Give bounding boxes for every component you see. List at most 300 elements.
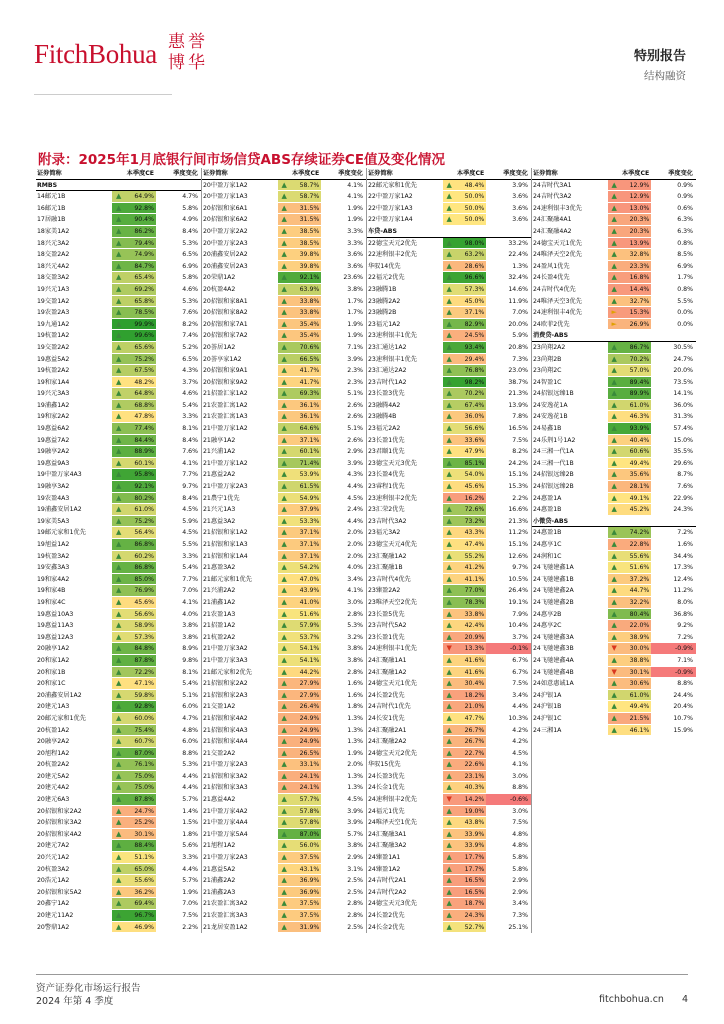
ce-value-text: 54.0% (464, 471, 485, 479)
quarterly-change: 3.3% (182, 854, 198, 862)
security-name: 19和家2A2 (37, 413, 70, 421)
security-name: 23融腾1B (368, 285, 397, 293)
quarterly-change: 3.7% (182, 378, 198, 386)
ce-value (443, 725, 487, 736)
security-name: 24长盈3优先 (368, 772, 405, 780)
table-row (367, 725, 531, 737)
table-row (202, 214, 366, 226)
ce-value-text: 42.4% (464, 622, 485, 630)
security-name: 21浦鑫1A2 (203, 598, 236, 606)
table-row (367, 898, 531, 910)
table-row (202, 400, 366, 412)
ce-value-text: 44.2% (299, 668, 320, 676)
ce-value-text: 76.9% (134, 587, 154, 595)
security-name: 21招银和家3A3 (203, 784, 248, 792)
ce-value-text: 12.9% (629, 193, 650, 201)
ce-value-text: 57.8% (299, 807, 320, 815)
quarterly-change: 4.3% (347, 471, 363, 479)
ce-value (112, 330, 156, 341)
quarterly-change: 6.9% (677, 262, 693, 270)
quarterly-change: 0.8% (677, 239, 693, 247)
ce-value (112, 226, 156, 237)
table-row (36, 493, 201, 505)
ce-value-text: 38.5% (299, 239, 320, 247)
ce-value-text: 69.3% (299, 390, 320, 398)
quarterly-change: -0.1% (486, 643, 531, 654)
arrow-up-icon: ▲ (611, 586, 617, 595)
table-row (36, 261, 201, 273)
security-name: 20荟享家1A2 (203, 355, 242, 363)
table-row (202, 771, 366, 783)
ce-value (112, 261, 156, 272)
table-row (36, 748, 201, 760)
ce-value-text: 48.4% (464, 181, 485, 189)
ce-value-text: 51.6% (299, 610, 320, 618)
section-header (367, 226, 531, 238)
table-header (202, 168, 366, 180)
ce-value-text: 60.6% (629, 448, 650, 456)
security-name: 22中盈万家1A4 (368, 216, 413, 224)
ce-value (278, 191, 322, 202)
quarterly-change: 5.3% (182, 239, 198, 247)
security-name: 20招银和家8A1 (203, 297, 248, 305)
security-name: 24速利银丰4优先 (533, 309, 582, 317)
arrow-up-icon: ▲ (116, 447, 122, 456)
arrow-up-icon: ▲ (446, 760, 452, 769)
ce-value (608, 493, 652, 504)
quarterly-change: 8.4% (182, 494, 198, 502)
ce-value-text: 65.0% (134, 865, 154, 873)
header-name: 证券简称 (533, 170, 558, 177)
table-row (367, 191, 531, 203)
arrow-up-icon: ▲ (446, 783, 452, 792)
quarterly-change: 19.1% (508, 598, 528, 606)
ce-value-text: 80.2% (134, 494, 154, 502)
table-row (36, 307, 201, 319)
quarterly-change: 1.3% (512, 262, 528, 270)
table-row (36, 585, 201, 597)
quarterly-change: 8.1% (182, 425, 198, 433)
quarterly-change: 4.8% (512, 842, 528, 850)
table-row (532, 574, 696, 586)
arrow-up-icon: ▲ (611, 655, 617, 664)
ce-value-text: 53.7% (299, 633, 320, 641)
quarterly-change: 4.7% (182, 193, 198, 201)
table-row (202, 516, 366, 528)
quarterly-change: 3.0% (512, 772, 528, 780)
ce-value (443, 771, 487, 782)
quarterly-change: 3.6% (512, 193, 528, 201)
arrow-up-icon: ▲ (116, 748, 122, 757)
ce-value-text: 33.1% (299, 761, 320, 769)
ce-value (278, 562, 322, 573)
table-row (532, 725, 696, 737)
security-name: 21融享1A2 (203, 436, 236, 444)
ce-value (278, 388, 322, 399)
quarterly-change: 5.3% (182, 297, 198, 305)
arrow-up-icon: ▲ (446, 516, 452, 525)
ce-value (443, 748, 487, 759)
security-name: 20荣鼎1A2 (203, 274, 236, 282)
ce-value-text: 15.3% (629, 309, 650, 317)
security-name: 21兴浦1A2 (203, 448, 236, 456)
arrow-up-icon: ▲ (281, 667, 287, 676)
arrow-up-icon: ▲ (116, 540, 122, 548)
table-row (367, 748, 531, 760)
quarterly-change: 7.2% (677, 633, 693, 641)
ce-value (278, 446, 322, 457)
table-row (202, 632, 366, 644)
security-name: 19旭益1A2 (37, 541, 70, 548)
security-name: 24汇聚融2A2 (368, 738, 407, 746)
ce-value-text: 55.2% (464, 552, 485, 560)
ce-value (608, 180, 652, 191)
quarterly-change: 10.4% (508, 622, 528, 630)
security-name: 20杭盈3A2 (37, 865, 70, 873)
ce-value (443, 690, 487, 701)
table-row (202, 504, 366, 516)
ce-value (443, 713, 487, 724)
ce-value-text: 27.9% (299, 691, 320, 699)
ce-value (443, 516, 487, 527)
quarterly-change: 11.2% (508, 529, 528, 537)
ce-value-text: 24.1% (299, 772, 320, 780)
ce-value (608, 481, 652, 492)
arrow-up-icon: ▲ (281, 899, 287, 908)
quarterly-change: 5.1% (347, 390, 363, 398)
table-row (532, 191, 696, 203)
arrow-up-icon: ▲ (281, 342, 287, 351)
table-row (202, 643, 366, 655)
security-name: 21龙居安盈1A2 (203, 923, 248, 931)
table-row (367, 667, 531, 679)
ce-value-text: 26.4% (299, 703, 320, 711)
quarterly-change: 24.3% (673, 506, 693, 514)
arrow-up-icon: ▲ (446, 551, 452, 560)
ce-value (112, 898, 156, 909)
ce-value-text: 32.2% (629, 598, 650, 606)
security-name: 20中盈万家2A3 (203, 239, 248, 247)
security-name: 24长金1优先 (368, 784, 405, 792)
quarterly-change: 25.1% (508, 923, 528, 931)
ce-value-text: 54.1% (299, 656, 320, 664)
table-row (532, 551, 696, 563)
arrow-up-icon: ▲ (281, 632, 287, 641)
security-name: 23吉时代4优先 (368, 575, 411, 583)
security-name: 20招银和家4A2 (37, 830, 82, 838)
table-row (36, 574, 201, 586)
ce-value-text: 54.9% (299, 494, 320, 502)
table-row (36, 319, 201, 331)
quarterly-change: 35.5% (673, 448, 693, 456)
ce-value (608, 504, 652, 515)
table-row (36, 411, 201, 423)
table-row (202, 493, 366, 505)
ce-value (443, 875, 487, 886)
table-row (532, 203, 696, 215)
security-name: 20建元7A2 (37, 842, 70, 850)
arrow-up-icon: ▲ (281, 319, 287, 328)
arrow-up-icon: ▲ (281, 226, 287, 235)
table-row (202, 203, 366, 215)
security-name: 24惠盈1A (533, 494, 562, 502)
arrow-up-icon: ▲ (446, 215, 452, 224)
security-name: 23君颐1优先 (368, 448, 405, 456)
ce-value (608, 469, 652, 480)
security-name: 24润和1C (533, 552, 562, 560)
arrow-up-icon: ▲ (116, 574, 122, 583)
arrow-up-icon: ▲ (116, 725, 122, 734)
ce-value (112, 748, 156, 759)
security-name: 24招银远臻1B (533, 390, 574, 398)
security-name: 19惠益5A2 (37, 355, 70, 363)
quarterly-change: 8.0% (677, 598, 693, 606)
quarterly-change: 5.8% (182, 204, 198, 212)
arrow-up-icon: ▲ (116, 876, 122, 885)
arrow-up-icon: ▲ (281, 655, 287, 664)
quarterly-change: 6.5% (182, 251, 198, 259)
ce-value-text: 86.2% (134, 227, 154, 235)
ce-value (443, 736, 487, 747)
ce-value-text: 33.8% (299, 297, 320, 305)
table-row (36, 655, 201, 667)
security-name: 21浦鑫2A3 (203, 888, 236, 896)
security-name: 20中盈万家1A2 (203, 181, 248, 189)
ce-value-text: 37.5% (299, 900, 320, 908)
security-name: 21招盈汇家1A2 (203, 390, 248, 398)
arrow-up-icon: ▲ (116, 215, 122, 224)
table-row (202, 922, 366, 934)
ce-value (112, 423, 156, 434)
quarterly-change: 3.6% (347, 251, 363, 259)
ce-value-text: 32.7% (629, 297, 650, 305)
quarterly-change: 4.5% (512, 749, 528, 757)
security-name: 24汇聚融2A1 (368, 726, 407, 734)
ce-value-text: 45.6% (464, 483, 485, 491)
security-name: 21中盈万家5A4 (203, 830, 248, 838)
security-name: 21招银和家1A2 (203, 529, 248, 537)
table-row (532, 701, 696, 713)
arrow-up-icon: ▲ (116, 864, 122, 873)
quarterly-change: 0.0% (677, 320, 693, 328)
ce-value-text: 67.4% (464, 401, 485, 409)
arrow-up-icon: ▲ (611, 621, 617, 630)
ce-value-text: 92.8% (134, 204, 154, 212)
arrow-up-icon: ▲ (611, 458, 617, 467)
arrow-up-icon: ▲ (116, 644, 122, 653)
table-row (36, 481, 201, 493)
table-row (367, 365, 531, 377)
security-name: 23吉时代1A2 (368, 378, 407, 386)
security-name: 19惠益6A2 (37, 425, 70, 433)
ce-value-text: 45.2% (629, 506, 650, 514)
quarterly-change: 3.3% (347, 239, 363, 247)
arrow-up-icon: ▲ (611, 679, 617, 688)
table-row (367, 284, 531, 296)
table-row (36, 342, 201, 354)
security-name: 23速利银丰1优先 (368, 332, 417, 340)
arrow-up-icon: ▲ (446, 261, 452, 270)
ce-value-text: 86.8% (134, 564, 154, 572)
ce-value-text: 47.9% (464, 448, 485, 456)
table-row (36, 898, 201, 910)
quarterly-change: 73.5% (673, 378, 693, 386)
quarterly-change: 9.8% (182, 656, 198, 664)
table-row (532, 632, 696, 644)
ce-value (278, 423, 322, 434)
arrow-up-icon: ▲ (281, 192, 287, 201)
ce-value (112, 922, 156, 933)
quarterly-change: 17.3% (673, 564, 693, 572)
arrow-up-icon: ▲ (116, 482, 122, 491)
quarterly-change: 2.8% (347, 912, 363, 919)
arrow-up-icon: ▲ (281, 482, 287, 491)
security-name: 20旭程1A2 (37, 749, 70, 757)
section-label: 小微贷-ABS (533, 517, 569, 525)
ce-value-text: 70.2% (464, 390, 485, 398)
ce-value-text: 22.0% (629, 622, 650, 630)
ce-value-text: 45.0% (464, 297, 485, 305)
table-row (36, 377, 201, 389)
ce-value-text: 35.6% (629, 471, 650, 479)
security-name: 22速利银丰2优先 (368, 251, 417, 259)
ce-value-text: 37.5% (299, 912, 320, 919)
ce-value-text: 57.7% (299, 796, 320, 804)
quarterly-change: 5.7% (182, 796, 198, 804)
table-row (367, 551, 531, 563)
arrow-up-icon: ▲ (116, 331, 122, 340)
arrow-up-icon: ▲ (116, 400, 122, 409)
ce-value (278, 748, 322, 759)
table-row (532, 481, 696, 493)
arrow-up-icon: ▲ (116, 273, 122, 282)
arrow-up-icon: ▲ (446, 482, 452, 491)
security-name: 20融享1A2 (37, 645, 70, 653)
ce-value (278, 261, 322, 272)
security-name: 20兴元1A2 (37, 854, 70, 862)
security-name: 20招银和家2A2 (37, 807, 82, 815)
security-name: 华驭14优先 (368, 262, 401, 270)
table-row (202, 574, 366, 586)
arrow-up-icon: ▲ (281, 377, 287, 386)
arrow-up-icon: ▲ (446, 887, 452, 896)
security-name: 21农盈1A3 (203, 610, 236, 618)
arrow-up-icon: ▲ (116, 505, 122, 514)
table-row (202, 435, 366, 447)
quarterly-change: 6.7% (512, 656, 528, 664)
security-name: 22福元2优先 (368, 274, 405, 282)
arrow-up-icon: ▲ (611, 574, 617, 583)
ce-value-text: 46.3% (629, 413, 650, 421)
quarterly-change: 5.6% (182, 842, 198, 850)
arrow-up-icon: ▲ (446, 366, 452, 375)
ce-value-text: 20.3% (629, 216, 650, 224)
table-row (532, 249, 696, 261)
ce-value (443, 446, 487, 457)
arrow-up-icon: ▲ (281, 412, 287, 421)
quarterly-change: 12.4% (673, 575, 693, 583)
ce-value (112, 609, 156, 620)
table-row (36, 238, 201, 250)
section-header (532, 516, 696, 528)
table-row (36, 667, 201, 679)
arrow-up-icon: ▲ (281, 250, 287, 259)
arrow-up-icon: ▲ (611, 203, 617, 212)
security-name: 21中盈万家1A2 (203, 459, 248, 467)
ce-value (608, 690, 652, 701)
security-name: 23汇通达2A2 (368, 367, 407, 375)
quarterly-change: 6.3% (677, 227, 693, 235)
security-name: 20建元5A2 (37, 772, 70, 780)
arrow-up-icon: ▲ (611, 435, 617, 444)
table-row (36, 922, 201, 934)
ce-value (443, 481, 487, 492)
quarterly-change: 7.1% (677, 656, 693, 664)
arrow-up-icon: ▲ (116, 911, 122, 919)
quarterly-change: 1.8% (182, 830, 198, 838)
security-name: 23睿程1优先 (368, 483, 405, 491)
security-name: 19杭盈3A2 (37, 552, 70, 560)
header-ce: 本季度CE (291, 170, 320, 177)
ce-value-text: 41.7% (299, 367, 320, 375)
ce-value (278, 806, 322, 817)
quarterly-change: 1.9% (347, 216, 363, 224)
ce-value-text: 23.3% (629, 262, 650, 270)
quarterly-change: 3.3% (182, 552, 198, 560)
ce-value (443, 180, 487, 191)
footer-right (581, 994, 688, 1005)
ce-value (112, 864, 156, 875)
ce-value (443, 423, 487, 434)
table-row (532, 238, 696, 250)
security-name: 21招银和家3A2 (203, 772, 248, 780)
ce-value (443, 284, 487, 295)
quarterly-change: 1.7% (347, 309, 363, 317)
table-column (36, 168, 201, 933)
ce-value-text: 75.4% (134, 726, 154, 734)
ce-value-text: 85.1% (464, 459, 485, 467)
arrow-up-icon: ▲ (116, 424, 122, 433)
table-row (202, 330, 366, 342)
table-row (202, 261, 366, 273)
ce-value-text: 47.7% (464, 714, 485, 722)
ce-value-text: 46.9% (134, 923, 154, 931)
ce-value-text: 46.1% (629, 726, 650, 734)
arrow-up-icon: ▲ (446, 876, 452, 885)
arrow-up-icon: ▲ (446, 308, 452, 317)
ce-value-text: 38.5% (299, 227, 320, 235)
ce-value-text: 79.4% (134, 239, 154, 247)
arrow-up-icon: ▲ (116, 470, 122, 479)
table-row (202, 736, 366, 748)
security-name: 20和家1C (37, 680, 66, 688)
security-name: 24汇聚融1A1 (368, 656, 407, 664)
table-row (367, 238, 531, 250)
ce-value (443, 458, 487, 469)
ce-value (112, 887, 156, 898)
quarterly-change: 5.9% (182, 517, 198, 525)
ce-value-text: 30.1% (629, 668, 650, 676)
quarterly-change: 9.7% (512, 564, 528, 572)
arrow-up-icon: ▲ (281, 400, 287, 409)
quarterly-change: 6.5% (182, 355, 198, 363)
security-name: 21招银和家4A3 (203, 726, 248, 734)
security-name: 24汇聚融1A2 (368, 668, 407, 676)
table-row (532, 690, 696, 702)
table-row (532, 226, 696, 238)
arrow-up-icon: ▲ (611, 192, 617, 201)
ce-value-text: 38.9% (629, 633, 650, 641)
